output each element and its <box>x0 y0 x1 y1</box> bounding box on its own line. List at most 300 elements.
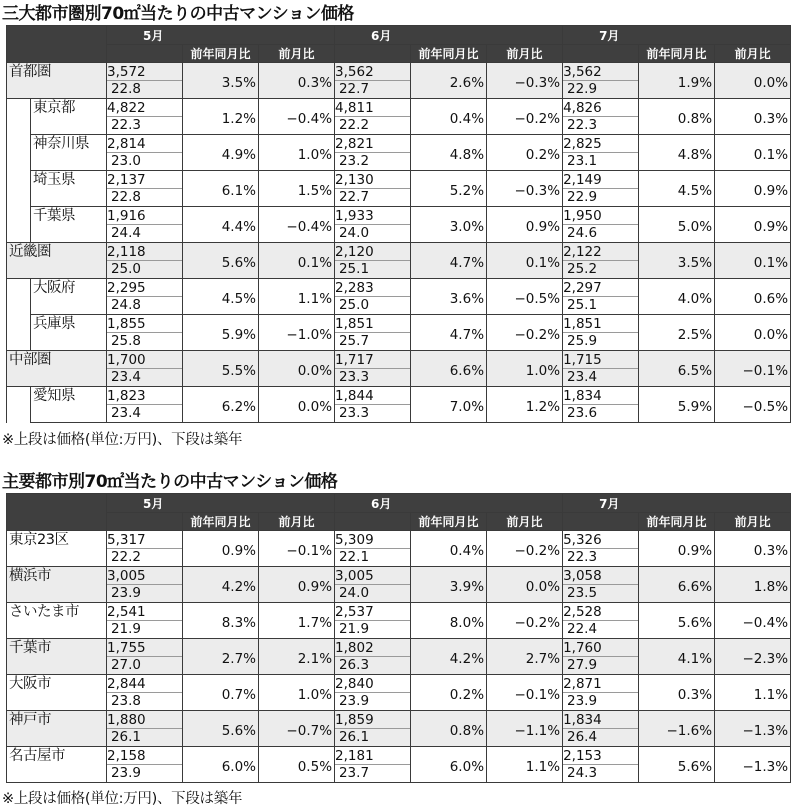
indent-cell <box>7 279 31 315</box>
building-age-value: 23.6 <box>567 405 598 421</box>
header-corner <box>7 494 107 531</box>
mom-change: −0.3% <box>487 171 563 207</box>
building-age-value: 26.1 <box>338 729 370 745</box>
mom-change: −0.3% <box>487 63 563 99</box>
price-value: 1,715 <box>563 351 638 369</box>
building-age-value: 25.1 <box>567 297 598 313</box>
yoy-change: 8.0% <box>411 603 487 639</box>
price-value: 1,755 <box>107 639 182 657</box>
table2-title: 主要都市別70㎡当たりの中古マンション価格 <box>2 472 338 492</box>
mom-header: 前月比 <box>259 45 335 63</box>
yoy-change: 5.0% <box>639 207 715 243</box>
price-age-cell <box>335 747 411 783</box>
price-value: 1,855 <box>107 315 182 333</box>
building-age-value: 22.3 <box>110 117 141 133</box>
table-row <box>7 531 791 567</box>
price-age-cell <box>107 243 183 279</box>
building-age-value: 23.3 <box>338 405 370 421</box>
table-row <box>7 675 791 711</box>
price-age-cell <box>563 279 639 315</box>
building-age-value: 23.2 <box>338 153 370 169</box>
yoy-change: 5.6% <box>183 243 259 279</box>
building-age-value: 25.1 <box>338 261 370 277</box>
building-age-value: 24.0 <box>338 225 370 241</box>
table1-title: 三大都市圏別70㎡当たりの中古マンション価格 <box>2 4 354 24</box>
yoy-change: 6.2% <box>183 387 259 423</box>
yoy-change: 6.1% <box>183 171 259 207</box>
yoy-header: 前年同月比 <box>639 45 715 63</box>
mom-change: 1.2% <box>487 387 563 423</box>
building-age-value: 24.0 <box>338 585 370 601</box>
mom-change: 0.0% <box>715 63 791 99</box>
prefecture-name: 大阪府 <box>31 279 107 315</box>
price-age-cell <box>107 531 183 567</box>
mom-change: −0.5% <box>487 279 563 315</box>
mom-change: 1.0% <box>259 675 335 711</box>
mom-change: −0.2% <box>487 603 563 639</box>
mom-change: 0.0% <box>487 567 563 603</box>
mom-change: 0.9% <box>715 207 791 243</box>
table-row <box>7 171 791 207</box>
header-corner <box>7 26 107 63</box>
mom-header: 前月比 <box>487 513 563 531</box>
price-age-cell <box>107 351 183 387</box>
city-name: 千葉市 <box>7 639 107 675</box>
mom-change: 0.9% <box>715 171 791 207</box>
yoy-change: 4.4% <box>183 207 259 243</box>
table-row <box>7 315 791 351</box>
building-age-value: 25.2 <box>567 261 598 277</box>
price-age-cell <box>107 63 183 99</box>
price-header-blank <box>563 513 639 531</box>
price-age-cell <box>335 351 411 387</box>
price-value: 1,760 <box>563 639 638 657</box>
price-value: 1,859 <box>335 711 410 729</box>
prefecture-name: 東京都 <box>31 99 107 135</box>
table-row <box>7 207 791 243</box>
yoy-change: 3.5% <box>639 243 715 279</box>
yoy-change: 4.1% <box>639 639 715 675</box>
mom-change: −0.7% <box>259 711 335 747</box>
price-value: 1,834 <box>563 711 638 729</box>
yoy-change: 4.5% <box>639 171 715 207</box>
price-value: 1,700 <box>107 351 182 369</box>
indent-cell <box>7 135 31 171</box>
table-row <box>7 603 791 639</box>
price-value: 2,283 <box>335 279 410 297</box>
month-header: 5月 <box>107 494 335 513</box>
mom-change: 1.0% <box>487 351 563 387</box>
building-age-value: 22.3 <box>567 549 598 565</box>
price-age-cell <box>563 135 639 171</box>
price-age-cell <box>335 603 411 639</box>
building-age-value: 26.3 <box>338 657 370 673</box>
indent-cell <box>7 315 31 351</box>
mom-change: −1.3% <box>715 711 791 747</box>
mom-change: 0.2% <box>487 135 563 171</box>
price-value: 2,528 <box>563 603 638 621</box>
building-age-value: 22.9 <box>567 189 598 205</box>
price-value: 5,317 <box>107 531 182 549</box>
yoy-change: 2.5% <box>639 315 715 351</box>
price-age-cell <box>563 603 639 639</box>
price-value: 2,149 <box>563 171 638 189</box>
mom-change: 0.0% <box>259 351 335 387</box>
table-row <box>7 387 791 423</box>
yoy-change: 4.7% <box>411 315 487 351</box>
price-age-cell <box>107 639 183 675</box>
prefecture-price-table <box>6 25 791 423</box>
building-age-value: 25.7 <box>338 333 370 349</box>
indent-cell <box>7 171 31 207</box>
yoy-header: 前年同月比 <box>183 513 259 531</box>
yoy-change: 4.5% <box>183 279 259 315</box>
price-value: 1,933 <box>335 207 410 225</box>
price-value: 5,326 <box>563 531 638 549</box>
yoy-change: 0.3% <box>639 675 715 711</box>
month-header: 6月 <box>335 26 563 45</box>
building-age-value: 25.9 <box>567 333 598 349</box>
mom-change: 1.1% <box>259 279 335 315</box>
yoy-change: 4.2% <box>183 567 259 603</box>
price-value: 2,844 <box>107 675 182 693</box>
price-header-blank <box>335 45 411 63</box>
yoy-change: 5.9% <box>639 387 715 423</box>
price-value: 2,118 <box>107 243 182 261</box>
price-value: 1,916 <box>107 207 182 225</box>
region-name: 首都圏 <box>7 63 107 99</box>
yoy-change: 3.5% <box>183 63 259 99</box>
yoy-change: 0.8% <box>639 99 715 135</box>
mom-change: 1.8% <box>715 567 791 603</box>
mom-change: 0.0% <box>259 387 335 423</box>
prefecture-name: 兵庫県 <box>31 315 107 351</box>
yoy-change: 6.5% <box>639 351 715 387</box>
sub-header-row <box>7 513 791 531</box>
yoy-change: 8.3% <box>183 603 259 639</box>
price-value: 1,717 <box>335 351 410 369</box>
building-age-value: 22.9 <box>567 81 598 97</box>
table-row <box>7 711 791 747</box>
mom-change: 1.1% <box>715 675 791 711</box>
price-age-cell <box>335 243 411 279</box>
yoy-change: 6.0% <box>183 747 259 783</box>
price-age-cell <box>335 387 411 423</box>
table-row <box>7 135 791 171</box>
price-age-cell <box>563 99 639 135</box>
mom-change: −1.1% <box>487 711 563 747</box>
mom-change: −0.4% <box>715 603 791 639</box>
city-name: 大阪市 <box>7 675 107 711</box>
yoy-change: 0.8% <box>411 711 487 747</box>
building-age-value: 23.9 <box>338 693 370 709</box>
price-value: 2,814 <box>107 135 182 153</box>
mom-header: 前月比 <box>715 45 791 63</box>
building-age-value: 26.4 <box>567 729 598 745</box>
yoy-change: 3.6% <box>411 279 487 315</box>
yoy-change: 1.2% <box>183 99 259 135</box>
mom-change: 0.3% <box>715 99 791 135</box>
building-age-value: 24.3 <box>567 765 598 781</box>
table-row <box>7 63 791 99</box>
mom-header: 前月比 <box>259 513 335 531</box>
city-name: さいたま市 <box>7 603 107 639</box>
prefecture-name: 千葉県 <box>31 207 107 243</box>
price-value: 1,851 <box>563 315 638 333</box>
city-name: 神戸市 <box>7 711 107 747</box>
yoy-change: 0.2% <box>411 675 487 711</box>
price-value: 3,005 <box>107 567 182 585</box>
mom-change: −0.4% <box>259 207 335 243</box>
indent-cell <box>7 99 31 135</box>
building-age-value: 23.0 <box>110 153 141 169</box>
price-value: 3,005 <box>335 567 410 585</box>
price-value: 2,158 <box>107 747 182 765</box>
city-price-table <box>6 493 791 783</box>
yoy-change: 4.8% <box>411 135 487 171</box>
building-age-value: 25.0 <box>110 261 141 277</box>
yoy-change: 4.2% <box>411 639 487 675</box>
building-age-value: 22.2 <box>338 117 370 133</box>
price-value: 3,058 <box>563 567 638 585</box>
price-value: 2,537 <box>335 603 410 621</box>
building-age-value: 23.9 <box>110 585 141 601</box>
indent-cell <box>7 387 31 423</box>
price-age-cell <box>107 171 183 207</box>
price-value: 5,309 <box>335 531 410 549</box>
price-header-blank <box>335 513 411 531</box>
mom-change: −0.5% <box>715 387 791 423</box>
mom-change: 0.9% <box>259 567 335 603</box>
mom-change: −0.2% <box>487 99 563 135</box>
mom-header: 前月比 <box>715 513 791 531</box>
indent-cell <box>7 207 31 243</box>
building-age-value: 23.9 <box>567 693 598 709</box>
yoy-change: 5.5% <box>183 351 259 387</box>
yoy-change: 4.9% <box>183 135 259 171</box>
mom-header: 前月比 <box>487 45 563 63</box>
region-name: 中部圏 <box>7 351 107 387</box>
price-age-cell <box>107 747 183 783</box>
month-header: 7月 <box>563 494 791 513</box>
yoy-change: 6.6% <box>411 351 487 387</box>
city-name: 東京23区 <box>7 531 107 567</box>
price-age-cell <box>107 315 183 351</box>
mom-change: −1.0% <box>259 315 335 351</box>
price-age-cell <box>563 315 639 351</box>
price-age-cell <box>335 675 411 711</box>
price-value: 3,572 <box>107 63 182 81</box>
price-age-cell <box>335 567 411 603</box>
price-age-cell <box>107 711 183 747</box>
prefecture-name: 埼玉県 <box>31 171 107 207</box>
price-value: 2,137 <box>107 171 182 189</box>
mom-change: −0.2% <box>487 315 563 351</box>
price-age-cell <box>563 639 639 675</box>
building-age-value: 27.9 <box>567 657 598 673</box>
price-value: 2,181 <box>335 747 410 765</box>
building-age-value: 23.9 <box>110 765 141 781</box>
price-age-cell <box>563 351 639 387</box>
yoy-header: 前年同月比 <box>639 513 715 531</box>
table-row <box>7 279 791 315</box>
price-age-cell <box>563 243 639 279</box>
city-name: 名古屋市 <box>7 747 107 783</box>
building-age-value: 23.5 <box>567 585 598 601</box>
building-age-value: 23.8 <box>110 693 141 709</box>
building-age-value: 23.4 <box>110 369 141 385</box>
price-value: 3,562 <box>563 63 638 81</box>
building-age-value: 22.7 <box>338 81 370 97</box>
mom-change: 0.1% <box>715 135 791 171</box>
price-value: 1,823 <box>107 387 182 405</box>
price-value: 4,826 <box>563 99 638 117</box>
region-name: 近畿圏 <box>7 243 107 279</box>
price-age-cell <box>107 99 183 135</box>
prefecture-name: 神奈川県 <box>31 135 107 171</box>
price-age-cell <box>563 675 639 711</box>
yoy-header: 前年同月比 <box>183 45 259 63</box>
building-age-value: 26.1 <box>110 729 141 745</box>
building-age-value: 24.4 <box>110 225 141 241</box>
price-age-cell <box>563 387 639 423</box>
price-age-cell <box>563 171 639 207</box>
sub-header-row <box>7 45 791 63</box>
yoy-change: 0.7% <box>183 675 259 711</box>
building-age-value: 24.6 <box>567 225 598 241</box>
building-age-value: 21.9 <box>110 621 141 637</box>
mom-change: 0.6% <box>715 279 791 315</box>
table-row <box>7 351 791 387</box>
prefecture-name: 愛知県 <box>31 387 107 423</box>
price-age-cell <box>335 639 411 675</box>
yoy-header: 前年同月比 <box>411 513 487 531</box>
yoy-change: 5.6% <box>183 711 259 747</box>
building-age-value: 23.7 <box>338 765 370 781</box>
building-age-value: 25.0 <box>338 297 370 313</box>
price-age-cell <box>107 567 183 603</box>
price-value: 2,122 <box>563 243 638 261</box>
yoy-change: 0.4% <box>411 99 487 135</box>
price-age-cell <box>563 747 639 783</box>
price-value: 3,562 <box>335 63 410 81</box>
price-value: 1,802 <box>335 639 410 657</box>
price-value: 1,950 <box>563 207 638 225</box>
price-age-cell <box>563 711 639 747</box>
yoy-change: 2.7% <box>183 639 259 675</box>
mom-change: 0.3% <box>259 63 335 99</box>
mom-change: −0.1% <box>487 675 563 711</box>
month-header: 6月 <box>335 494 563 513</box>
price-age-cell <box>335 531 411 567</box>
yoy-change: 7.0% <box>411 387 487 423</box>
mom-change: −0.1% <box>715 351 791 387</box>
yoy-change: −1.6% <box>639 711 715 747</box>
price-age-cell <box>107 279 183 315</box>
price-age-cell <box>335 63 411 99</box>
yoy-change: 3.0% <box>411 207 487 243</box>
yoy-change: 0.4% <box>411 531 487 567</box>
price-value: 2,130 <box>335 171 410 189</box>
building-age-value: 22.8 <box>110 81 141 97</box>
price-age-cell <box>107 135 183 171</box>
table2-note: ※上段は価格(単位:万円)、下段は築年 <box>2 791 243 807</box>
price-age-cell <box>335 99 411 135</box>
mom-change: 1.1% <box>487 747 563 783</box>
price-value: 1,844 <box>335 387 410 405</box>
yoy-change: 4.7% <box>411 243 487 279</box>
price-value: 1,880 <box>107 711 182 729</box>
yoy-header: 前年同月比 <box>411 45 487 63</box>
yoy-change: 4.0% <box>639 279 715 315</box>
price-age-cell <box>335 171 411 207</box>
month-header: 7月 <box>563 26 791 45</box>
mom-change: 2.1% <box>259 639 335 675</box>
price-value: 2,153 <box>563 747 638 765</box>
price-age-cell <box>335 207 411 243</box>
building-age-value: 25.8 <box>110 333 141 349</box>
table-row <box>7 567 791 603</box>
yoy-change: 5.6% <box>639 747 715 783</box>
price-value: 2,295 <box>107 279 182 297</box>
price-age-cell <box>563 63 639 99</box>
yoy-change: 2.6% <box>411 63 487 99</box>
mom-change: −2.3% <box>715 639 791 675</box>
price-age-cell <box>107 603 183 639</box>
yoy-change: 6.0% <box>411 747 487 783</box>
price-value: 2,871 <box>563 675 638 693</box>
city-name: 横浜市 <box>7 567 107 603</box>
mom-change: −0.4% <box>259 99 335 135</box>
month-header-row <box>7 26 791 45</box>
mom-change: 0.1% <box>715 243 791 279</box>
building-age-value: 22.2 <box>110 549 141 565</box>
price-age-cell <box>563 567 639 603</box>
building-age-value: 23.4 <box>567 369 598 385</box>
price-header-blank <box>107 45 183 63</box>
mom-change: 2.7% <box>487 639 563 675</box>
yoy-change: 4.8% <box>639 135 715 171</box>
building-age-value: 22.7 <box>338 189 370 205</box>
building-age-value: 22.4 <box>567 621 598 637</box>
table-row <box>7 243 791 279</box>
building-age-value: 22.8 <box>110 189 141 205</box>
building-age-value: 27.0 <box>110 657 141 673</box>
price-age-cell <box>563 207 639 243</box>
yoy-change: 5.6% <box>639 603 715 639</box>
mom-change: 0.3% <box>715 531 791 567</box>
mom-change: −0.1% <box>259 531 335 567</box>
price-age-cell <box>335 711 411 747</box>
building-age-value: 22.1 <box>338 549 370 565</box>
price-age-cell <box>335 315 411 351</box>
building-age-value: 22.3 <box>567 117 598 133</box>
month-header-row <box>7 494 791 513</box>
mom-change: 0.1% <box>487 243 563 279</box>
price-value: 2,825 <box>563 135 638 153</box>
mom-change: 1.7% <box>259 603 335 639</box>
yoy-change: 0.9% <box>639 531 715 567</box>
mom-change: 0.5% <box>259 747 335 783</box>
building-age-value: 23.3 <box>338 369 370 385</box>
price-age-cell <box>107 387 183 423</box>
mom-change: −1.3% <box>715 747 791 783</box>
price-age-cell <box>107 207 183 243</box>
yoy-change: 5.9% <box>183 315 259 351</box>
table-row <box>7 747 791 783</box>
price-value: 2,120 <box>335 243 410 261</box>
price-age-cell <box>107 675 183 711</box>
